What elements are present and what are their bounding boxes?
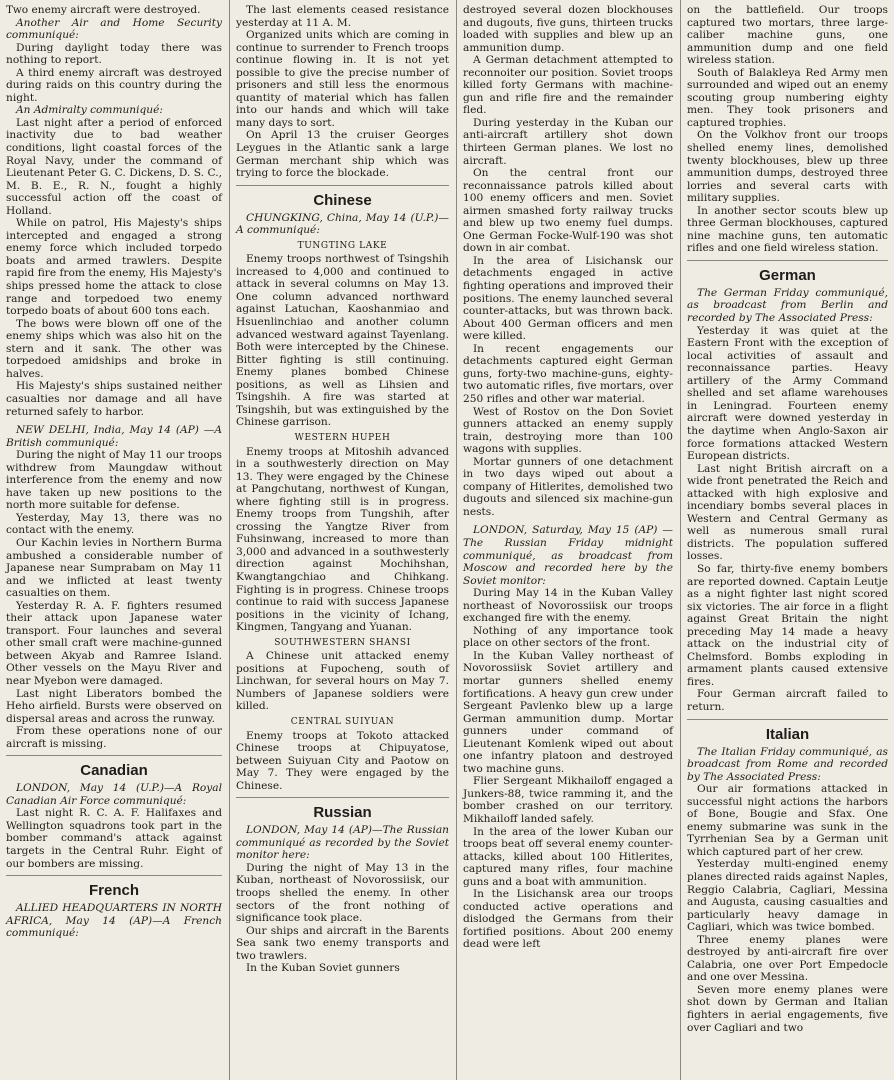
region-subheading: CENTRAL SUIYUAN (290, 716, 395, 727)
paragraph: destroyed several dozen blockhouses and dugouts, five guns, thirteen trucks loaded with supplies and blew up an ammunition dump. (463, 4, 673, 54)
dateline: CHUNGKING, China, May 14 (U.P.)—A communiqué: (236, 211, 449, 237)
section-divider (687, 260, 888, 261)
paragraph: The last elements ceased resistance yesterday at 11 A. M. (236, 4, 449, 29)
paragraph: Yesterday R. A. F. fighters resumed their attack upon Japanese water transport. Four launches and several other small craft were machine-gunned between Akyab and Ramree Island. Other vessels on the Mayu River and near Myebon were damaged. (6, 599, 222, 687)
paragraph: South of Balakleya Red Army men surrounded and wiped out an enemy scouting group numbering eighty men. They took prisoners and captured trophies. (687, 66, 888, 129)
section-divider (236, 185, 449, 186)
section-heading: French (88, 882, 139, 900)
paragraph: Three enemy planes were destroyed by anti-aircraft fire over Calabria, one over Port Empedocle and one over Messina. (687, 933, 888, 984)
section-divider (6, 875, 222, 876)
paragraph: So far, thirty-five enemy bombers are reported downed. Captain Leutje as a night fighter last night scored six victories. The air force in a flight against Great Britain the night preceding May 14 made a heavy attack on the industrial city of Chelmsford. Bombs exploding in armament plants caused extensive fires. (687, 562, 888, 688)
paragraph: Two enemy aircraft were destroyed. (6, 4, 201, 16)
paragraph: Last night Liberators bombed the Heho airfield. Bursts were observed on dispersal areas and across the runway. (6, 687, 222, 725)
paragraph: Enemy troops northwest of Tsingshih increased to 4,000 and continued to attack in several columns on May 13. One column advanced northward against Latuchan, Kaoshanmiao and Hsuenlinchiao and another column advanced westward against Tayenlang. Both were intercepted by the Chinese. Bitter fighting is still continuing. Enemy planes bombed Chinese positions, as well as Lihsien and Tsingshih. A fire was started at Tsingshih, but was extinguished by the Chinese garrison. (236, 253, 449, 429)
paragraph: Last night after a period of enforced inactivity due to bad weather conditions, light coastal forces of the Royal Navy, under the command of Lieutenant Peter G. C. Dickens, D. S. C., M. B. E., R. N., fought a highly successful action off the coast of Holland. (6, 116, 222, 217)
section-divider (236, 797, 449, 798)
paragraph: Flier Sergeant Mikhailoff engaged a Junkers-88, twice ramming it, and the bomber crashed on our territory. Mikhailoff landed safely. (463, 775, 673, 825)
paragraph: Our ships and aircraft in the Barents Sea sank two enemy transports and two trawlers. (236, 924, 449, 962)
paragraph: Mortar gunners of one detachment in two days wiped out about a company of Hitlerites, demolished two dugouts and silenced six machine-gun nests. (463, 455, 673, 518)
dateline: ALLIED HEADQUARTERS IN NORTH AFRICA, May 14 (AP)—A French communiqué: (6, 902, 222, 940)
paragraph: Yesterday, May 13, there was no contact with the enemy. (6, 511, 222, 537)
paragraph: Enemy troops at Tokoto attacked Chinese troops at Chipuyatose, between Suiyuan City and Paotow on May 7. They were engaged by the Chinese. (236, 729, 449, 792)
paragraph: From these operations none of our aircraft is missing. (6, 725, 222, 750)
section-heading: Chinese (313, 191, 372, 209)
paragraph: During daylight today there was nothing to report. (6, 41, 222, 67)
dateline: LONDON, May 14 (U.P.)—A Royal Canadian Air Force communiqué: (6, 782, 222, 807)
paragraph: A Chinese unit attacked enemy positions at Fupocheng, south of Linchwan, for several hours on May 7. Numbers of Japanese soldiers were killed. (236, 650, 449, 713)
column-4 (681, 0, 894, 1080)
paragraph: The bows were blown off one of the enemy ships which was also hit on the stern and it sank. The other was torpedoed amidships and broke in halves. (6, 317, 222, 380)
region-subheading: TUNGTING LAKE (297, 240, 388, 251)
paragraph: A third enemy aircraft was destroyed during raids on this country during the night. (6, 66, 222, 104)
paragraph: In the Lisichansk area our troops conducted active operations and dislodged the Germans from their fortified positions. About 200 enemy dead were left (463, 888, 673, 951)
paragraph: On the central front our reconnaissance patrols killed about 100 enemy officers and men. Soviet airmen smashed forty railway trucks and blew up two enemy fuel dumps. One German Focke-Wulf-190 was shot down in air combat. (463, 167, 673, 255)
paragraph: While on patrol, His Majesty's ships intercepted and engaged a strong enemy force which included torpedo boats and armed trawlers. Despite rapid fire from the enemy, His Majesty's ships pressed home the attack to close range and torpedoed two enemy torpedo boats of about 600 tons each. (6, 217, 222, 318)
paragraph: Our Kachin levies in Northern Burma ambushed a considerable number of Japanese near Sumprabam on May 11 and we inflicted at least twenty casualties on them. (6, 536, 222, 600)
column-2 (230, 0, 455, 1080)
paragraph: In another sector scouts blew up three German blockhouses, captured nine machine guns, ten automatic rifles and one field wireless station. (687, 204, 888, 255)
paragraph: Last night British aircraft on a wide front penetrated the Reich and attacked with high explosive and incendiary bombs several places in Western and Central Germany as well as numerous small rural districts. The population suffered losses. (687, 462, 888, 563)
dateline: The German Friday communiqué, as broadcast from Berlin and recorded by The Associated Press: (687, 286, 888, 325)
paragraph: On April 13 the cruiser Georges Leygues in the Atlantic sank a large German merchant ship which was trying to force the blockade. (236, 129, 449, 180)
paragraph: During yesterday in the Kuban our anti-aircraft artillery shot down thirteen German planes. We lost no aircraft. (463, 116, 673, 167)
paragraph: Yesterday it was quiet at the Eastern Front with the exception of local activities of assault and reconnaissance parties. Heavy artillery of the Army Command shelled and set aflame warehouses in Leningrad. Fourteen enemy aircraft were downed yesterday in the daytime when Anglo-Saxon air force formations attacked Western European districts. (687, 324, 888, 463)
paragraph: Enemy troops at Mitoshih advanced in a southwesterly direction on May 13. They were engaged by the Chinese at Pangchutang, northwest of Kungan, where fighting still is in progress. Enemy troops from Tungshih, after crossing the Yangtze River from Fuhsinwang, increased to more than 3,000 and advanced in a southwesterly direction against Mochihshan, Kwangtangchiao and Chihkang. Fighting is in progress. Chinese troops continue to raid with success Japanese positions in the vicinity of Ichang, Kingmen, Tangyang and Yuanan. (236, 445, 449, 634)
region-subheading: WESTERN HUPEH (294, 432, 391, 443)
paragraph: Yesterday multi-engined enemy planes directed raids against Naples, Reggio Calabria, Cagliari, Messina and Augusta, causing casualties and particularly heavy damage in Cagliari, which was twice bombed. (687, 858, 888, 934)
paragraph: Nothing of any importance took place on other sectors of the front. (463, 624, 673, 650)
paragraph: His Majesty's ships sustained neither casualties nor damage and all have returned safely to harbor. (6, 380, 222, 418)
paragraph: In the Kuban Valley northeast of Novorossiisk Soviet artillery and mortar gunners shelled enemy fortifications. A heavy gun crew under Sergeant Pavlenko blew up a large German ammunition dump. Mortar gunners under command of Lieutenant Komlenk wiped out about one infantry platoon and destroyed two machine guns. (463, 649, 673, 775)
dateline: The Italian Friday communiqué, as broadcast from Rome and recorded by The Associated Press: (687, 745, 888, 783)
section-divider (687, 719, 888, 720)
paragraph: West of Rostov on the Don Soviet gunners attacked an enemy supply train, destroying more than 100 wagons with supplies. (463, 405, 673, 456)
paragraph: Last night R. C. A. F. Halifaxes and Wellington squadrons took part in the bomber command's attack against targets in the Central Ruhr. Eight of our bombers are missing. (6, 807, 222, 870)
paragraph: In the area of Lisichansk our detachments engaged in active fighting operations and improved their positions. The enemy launched several counter-attacks, but was thrown back. About 400 German officers and men were killed. (463, 254, 673, 343)
paragraph: Seven more enemy planes were shot down by German and Italian fighters in aerial engagements, five over Cagliari and two (687, 983, 888, 1034)
paragraph: During May 14 in the Kuban Valley northeast of Novorossiisk our troops exchanged fire with the enemy. (463, 587, 673, 625)
dateline: LONDON, May 14 (AP)—The Russian communiqué as recorded by the Soviet monitor here: (236, 824, 449, 862)
section-heading: German (759, 266, 816, 284)
paragraph: In the area of the lower Kuban our troops beat off several enemy counter-attacks, killed about 100 Hitlerites, captured many rifles, four machine guns and a boat with ammunition. (463, 825, 673, 888)
column-1 (0, 0, 228, 1080)
section-heading: Italian (765, 725, 810, 743)
paragraph: Four German aircraft failed to return. (687, 688, 888, 713)
section-heading: Russian (313, 804, 372, 822)
paragraph: On the Volkhov front our troops shelled enemy lines, demolished twenty blockhouses, blew up three ammunition dumps, destroyed three lorries and several carts with military supplies. (687, 129, 888, 205)
paragraph: In recent engagements our detachments captured eight German guns, forty-two machine-guns, eighty-two automatic rifles, five mortars, over 250 rifles and other war material. (463, 342, 673, 405)
dateline: LONDON, Saturday, May 15 (AP) —The Russian Friday midnight communiqué, as broadcast from Moscow and recorded here by the Soviet monitor: (463, 524, 673, 587)
dateline: An Admiralty communiqué: (16, 104, 163, 117)
paragraph: on the battlefield. Our troops captured two mortars, three large-caliber machine guns, one ammunition dump and one field wireless station. (687, 4, 888, 67)
section-divider (6, 755, 222, 756)
paragraph: Our air formations attacked in successful night actions the harbors of Bone, Bougie and Sfax. One enemy submarine was sunk in the Tyrrhenian Sea by a German unit which captured part of her crew. (687, 783, 888, 858)
dateline: NEW DELHI, India, May 14 (AP) —A British communiqué: (6, 424, 222, 449)
region-subheading: SOUTHWESTERN SHANSI (274, 637, 411, 648)
paragraph: In the Kuban Soviet gunners (246, 962, 400, 975)
paragraph: During the night of May 11 our troops withdrew from Maungdaw without interference from the enemy and now have taken up new positions to the north more suitable for defense. (6, 449, 222, 512)
dateline: Another Air and Home Security communiqué: (6, 16, 222, 42)
paragraph: During the night of May 13 in the Kuban, northeast of Novorossiisk, our troops shelled the enemy. In other sectors of the front nothing of significance took place. (236, 861, 449, 925)
paragraph: A German detachment attempted to reconnoiter our position. Soviet troops killed forty Germans with machine-gun and rifle fire and the remainder fled. (463, 54, 673, 117)
section-heading: Canadian (80, 762, 148, 780)
column-3 (457, 0, 679, 1080)
paragraph: Organized units which are coming in continue to surrender to French troops continue flowing in. It is not yet possible to give the precise number of prisoners and still less the enormous quantity of material which has fallen into our hands and which will take many days to sort. (236, 29, 449, 129)
